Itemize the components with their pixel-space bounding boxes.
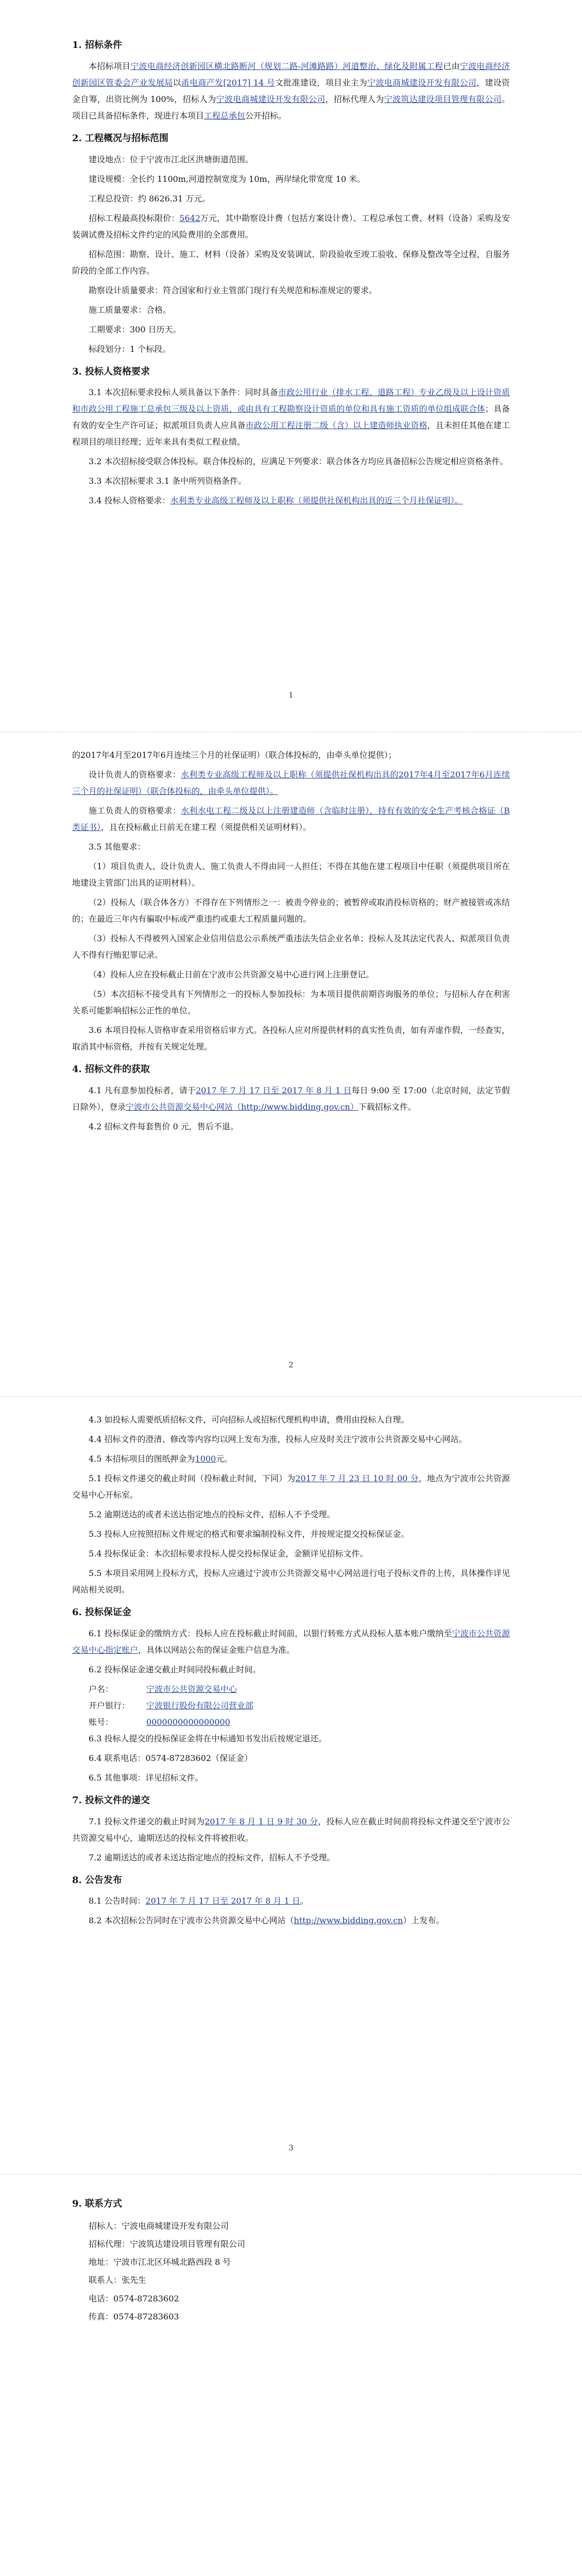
paragraph: 8.1 公告时间：2017 年 7 月 17 日至 2017 年 8 月 1 日。 [89, 1896, 309, 1906]
paragraph: 5.4 投标保证金：本次招标要求投标人提交投标保证金，金额详见招标文件。 [89, 1549, 368, 1558]
paragraph: 4.3 如投标人需要纸质招标文件，可向招标人或招标代理机构申请，费用由投标人自理。 [89, 1415, 409, 1425]
section-title: 6. 投标保证金 [72, 1607, 132, 1618]
contact-row: 联系人：张先生 [89, 2275, 147, 2285]
section-title: 1. 招标条件 [72, 40, 123, 50]
paragraph: 6.2 投标保证金递交截止时间同投标截止时间。 [89, 1664, 261, 1674]
section-title: 9. 联系方式 [72, 2198, 123, 2209]
paragraph: 4.1 凡有意参加投标者，请于2017 年 7 月 17 日至 2017 年 8 月 1 日每日 9:00 至 17:00（北京时间，法定节假日除外），登录宁波市公共资源交易中心网站（http://www.bidding.gov.cn）下载招标文件。 [72, 1085, 510, 1112]
paragraph: 6.4 联系电话：0574-87283602（保证金） [89, 1753, 253, 1763]
paragraph: （5）本次招标不接受具有下列情形之一的投标人参加投标：为本项目提供前期咨询服务的单位；与招标人存在利害关系可能影响招标公正性的单位。 [72, 989, 510, 1015]
paragraph: 5.3 投标人应按照招标文件规定的格式和要求编制投标文件，并按规定提交投标保证金。 [89, 1529, 409, 1539]
section-title: 4. 招标文件的获取 [72, 1064, 150, 1075]
contact-row: 传真：0574-87283603 [89, 2311, 179, 2321]
paragraph: 勘察设计质量要求：符合国家和行业主管部门现行有关规范和标准规定的要求。 [89, 285, 378, 295]
paragraph: 4.4 招标文件的澄清、修改等内容均以网上发布为准，投标人应及时关注宁波市公共资源交易中心网站。 [89, 1434, 467, 1444]
paragraph: 设计负责人的资格要求：水利类专业高级工程师及以上职称（须提供社保机构出具的2017年4月至2017年6月连续三个月的社保证明）（联合体投标的，由牵头单位提供）。 [72, 770, 510, 796]
paragraph: 施工质量要求：合格。 [89, 304, 172, 315]
contact-row: 招标代理：宁波筑达建设项目管理有限公司 [89, 2239, 246, 2249]
section-title: 3. 投标人资格要求 [72, 366, 150, 377]
paragraph: 4.2 招标文件每套售价 0 元，售后不退。 [89, 1121, 238, 1131]
document-page-1 [0, 31, 582, 711]
account-name-row: 户名： 宁波市公共资源交易中心 [89, 1684, 237, 1694]
paragraph: 的2017年4月至2017年6月连续三个月的社保证明）（联合体投标的，由牵头单位提供）； [72, 750, 397, 760]
paragraph: 工期要求：300 日历天。 [89, 324, 181, 334]
paragraph: 3.6 本项目投标人资格审查采用资格后审方式。各投标人应对所提供材料的真实性负责，如有弄虚作假，一经查实，取消其中标资格，并按有关规定处理。 [72, 1025, 510, 1052]
paragraph: 建设地点：位于宁波市江北区洪塘街道范围。 [89, 154, 254, 164]
paragraph: 3.3 本次招标要求 3.1 条中所列资格条件。 [89, 476, 247, 486]
section-title: 8. 公告发布 [72, 1874, 123, 1886]
page-divider [0, 1396, 582, 1397]
document-page-2 [0, 747, 582, 1381]
account-bank-row: 开户银行： 宁波银行股份有限公司营业部 [89, 1700, 254, 1710]
paragraph: 工程总投资：约 8626.31 万元。 [89, 193, 211, 204]
paragraph: 3.5 其他要求： [89, 842, 146, 852]
paragraph: 8.2 本次招标公告同时在宁波市公共资源交易中心网站（http://www.bidding.gov.cn）上发布。 [89, 1916, 444, 1926]
section-title: 7. 投标文件的递交 [72, 1794, 150, 1806]
website-link[interactable]: http://www.bidding.gov.cn [294, 1916, 403, 1926]
contact-row: 电话：0574-87283602 [89, 2293, 179, 2303]
page-number: 1 [288, 690, 294, 700]
paragraph: 招标工程最高投标限价：5642万元，其中勘察设计费（包括方案设计费）、工程总承包工费、材料（设备）采购及安装调试费及招标文件约定的风险费用的全部费用。 [72, 213, 510, 240]
paragraph: 3.1 本次招标要求投标人须具备以下条件：同时具备市政公用行业（排水工程、道路工程）专业乙级及以上设计资质和市政公用工程施工总承包三级及以上资质，或由具有工程勘察设计资质的单位和具有施工资质的单位组成联合体；具备有效的安全生产许可证；拟派项目负责人应具备市政公用工程注册二级（含）以上建造师执业资格，且未担任其他在建工程项目的项目经理；近年来具有类似工程业绩。 [72, 387, 510, 447]
page-divider [0, 2174, 582, 2175]
contact-info [89, 2217, 510, 2326]
contact-row: 招标人：宁波电商城建设开发有限公司 [89, 2221, 229, 2231]
paragraph: 6.1 投标保证金的缴纳方式：投标人应在投标截止时间前，以银行转账方式从投标人基本账户缴纳至宁波市公共资源交易中心指定账户，具体以网站公布的保证金账户信息为准。 [72, 1628, 510, 1655]
paragraph: 5.2 逾期送达的或者未送达指定地点的投标文件，招标人不予受理。 [89, 1510, 335, 1519]
paragraph: （4）投标人应在投标截止日前在宁波市公共资源交易中心进行网上注册登记。 [89, 970, 374, 979]
bank-account-block [89, 1681, 510, 1731]
section-title: 2. 工程概况与招标范围 [72, 132, 169, 144]
paragraph: 3.4 投标人资格要求：水利类专业高级工程师及以上职称（须提供社保机构出具的近三个月社保证明）。 [89, 496, 463, 506]
paragraph: 本招标项目宁波电商经济创新园区横北路断河（规划二路-河滩路路）河道整治、绿化及附属工程已由宁波电商经济创新园区管委会产业发展局以甬电商产发[2017] 14 号文批准建设，项目业主为宁波电商城建设开发有限公司，建设资金自筹，出资比例为 100%，招标人为宁波电商城建设开发有限公司，招标代理人为宁波筑达建设项目管理有限公司。项目已具备招标条件，现进行本项目工程总承包公开招标。 [72, 61, 510, 121]
paragraph: 5.5 本项目采用网上投标方式，投标人应通过宁波市公共资源交易中心网站进行电子投标文件的上传，具体操作详见网站相关说明。 [72, 1568, 510, 1595]
paragraph: 7.1 投标文件递交的截止时间为2017 年 8 月 1 日 9 时 30 分，投标人应在截止时间前将投标文件递交至宁波市公共资源交易中心，逾期送达的投标文件将被拒收。 [72, 1816, 510, 1843]
paragraph: （3）投标人不得被列入国家企业信用信息公示系统严重违法失信企业名单；投标人及其法定代表人、拟派项目负责人不得有行贿犯罪记录。 [72, 934, 510, 960]
page-number: 3 [288, 2143, 294, 2153]
paragraph: （2）投标人（联合体各方）不得存在下列情形之一：被责令停业的；被暂停或取消投标资格的；财产被接管或冻结的；在最近三年内有骗取中标或严重违约或重大工程质量问题的。 [72, 897, 510, 924]
paragraph: 5.1 投标文件递交的截止时间（投标截止时间，下同）为2017 年 7 月 23 日 10 时 00 分，地点为宁波市公共资源交易中心开标室。 [72, 1473, 510, 1500]
paragraph: 7.2 逾期送达的或者未送达指定地点的投标文件，招标人不予受理。 [89, 1852, 335, 1862]
paragraph: 施工负责人的资格要求：水利水电工程二级及以上注册建造师（含临时注册），持有有效的安全生产考核合格证（B类证书），且在投标截止日前无在建工程（须提供相关证明材料）。 [72, 806, 510, 832]
paragraph: 6.3 投标人提交的投标保证金将在中标通知书发出后按规定退还。 [89, 1733, 327, 1743]
paragraph: 6.5 其他事项：详见招标文件。 [89, 1772, 203, 1783]
paragraph: 招标范围：勘察、设计、施工、材料（设备）采购及安装调试、阶段验收至竣工验收、保修及整改等全过程，自服务阶段的全部工作内容。 [72, 249, 510, 276]
document-page-4 [0, 2190, 582, 2576]
paragraph: 3.2 本次招标接受联合体投标。联合体投标的，应满足下列要求：联合体各方均应具备招标公告规定相应资格条件。 [89, 456, 508, 467]
paragraph: （1）项目负责人、设计负责人、施工负责人不得由同一人担任；不得在其他在建工程项目中任职（须提供项目所在地建设主管部门出具的证明材料）。 [72, 861, 510, 888]
paragraph: 建设规模：全长约 1100m,河道控制宽度为 10m，两岸绿化带宽度 10 米。 [89, 174, 366, 184]
paragraph: 4.5 本招标项目的图纸押金为1000元。 [89, 1454, 233, 1464]
document-page-3 [0, 1412, 582, 2159]
website-link[interactable]: 宁波市公共资源交易中心网站（http://www.bidding.gov.cn） [126, 1101, 358, 1112]
contact-row: 地址：宁波市江北区环城北路西段 8 号 [89, 2257, 231, 2267]
account-number-row: 账号： 0000000000000000 [89, 1717, 230, 1727]
paragraph: 标段划分：1 个标段。 [89, 344, 171, 354]
page-number: 2 [288, 1360, 294, 1369]
